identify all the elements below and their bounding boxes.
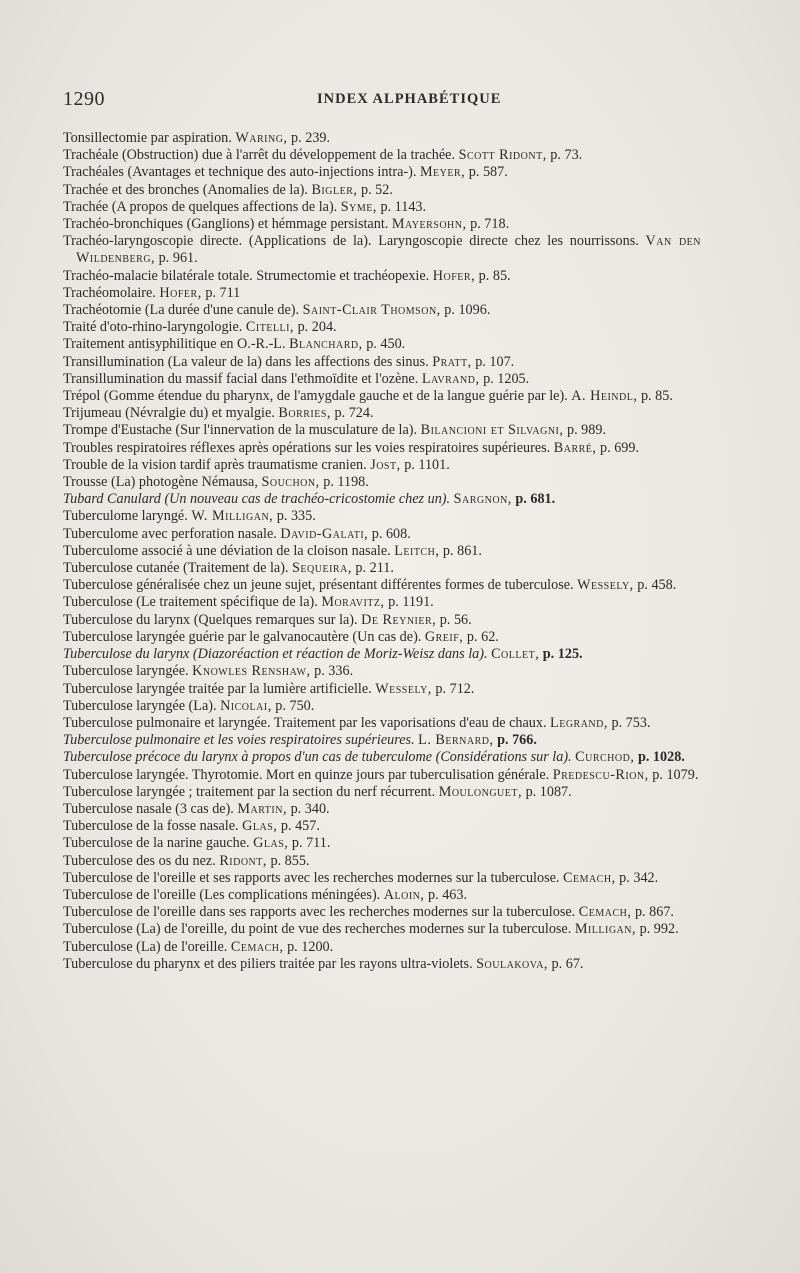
entry-subject: Tonsillectomie par aspiration.: [63, 130, 232, 146]
index-entry: [63, 921, 701, 938]
index-entry: [63, 818, 701, 835]
entry-page-ref: p. 52.: [360, 181, 393, 198]
entry-subject: Tuberculose nasale (3 cas de).: [63, 800, 234, 817]
entry-author: Moulonguet,: [438, 783, 523, 800]
entry-page-ref: p. 125.: [542, 646, 583, 663]
entry-page-ref: p. 1087.: [525, 783, 572, 800]
entry-page-ref: p. 753.: [611, 714, 651, 731]
entry-page-ref: p. 56.: [439, 611, 472, 628]
entry-subject: Tuberculose de l'oreille (Les complications méningées).: [63, 886, 381, 903]
entry-author: L. Bernard,: [418, 732, 494, 749]
index-entry: [63, 681, 701, 698]
index-entry: [63, 543, 701, 560]
index-entry: [63, 663, 701, 680]
entry-page-ref: p. 107.: [475, 353, 515, 370]
entry-subject: Trachéomolaire.: [63, 284, 156, 301]
entry-author: Bigler,: [311, 181, 358, 198]
index-entry: [63, 388, 701, 405]
entry-author: A. Heindl,: [571, 388, 638, 405]
entry-page-ref: p. 1079.: [652, 766, 699, 783]
entry-page-ref: p. 62.: [466, 628, 499, 645]
entry-subject: Tuberculose de la fosse nasale.: [63, 818, 239, 835]
entry-subject: Trachéales (Avantages et technique des auto-injections intra-).: [63, 164, 417, 181]
index-entry: [63, 491, 701, 508]
index-entry: [63, 629, 701, 646]
entry-subject: Tuberculose de l'oreille dans ses rapports avec les recherches modernes sur la tuberculose.: [63, 904, 576, 921]
entry-page-ref: p. 750.: [275, 697, 315, 714]
entry-subject: Tuberculose du pharynx et des piliers traitée par les rayons ultra-violets.: [63, 955, 473, 972]
entry-author: Scott Ridont,: [458, 147, 547, 164]
entry-author: Martin,: [237, 800, 288, 817]
index-entry: [63, 508, 701, 525]
entry-subject: Tuberculose pulmonaire et laryngée. Traitement par les vaporisations d'eau de chaux.: [63, 714, 547, 731]
entry-author: Leitch,: [394, 542, 440, 559]
index-entry: [63, 698, 701, 715]
entry-subject: Tuberculose du larynx (Diazoréaction et réaction de Moriz-Weisz dans la).: [63, 646, 488, 663]
entry-subject: Tuberculose laryngée ; traitement par la section du nerf récurrent.: [63, 783, 436, 800]
index-entry: [63, 164, 701, 181]
entry-subject: Trachéotomie (La durée d'une canule de).: [63, 302, 300, 319]
index-entry: [63, 956, 701, 973]
entry-page-ref: p. 766.: [497, 732, 537, 749]
entry-subject: Tubard Canulard (Un nouveau cas de trachéo-cricostomie chez un).: [63, 491, 451, 508]
page-number: 1290: [63, 88, 105, 110]
entry-author: Moravitz,: [321, 594, 385, 611]
entry-subject: Transillumination du massif facial dans l'ethmoïdite et l'ozène.: [63, 370, 419, 387]
entry-subject: Trachéo-laryngoscopie directe. (Applications de la). Laryngoscopie directe chez les nourrissons.: [63, 233, 639, 250]
entry-author: Predescu-Rion,: [552, 766, 649, 783]
entry-author: Hofer,: [432, 267, 476, 284]
entry-subject: Tuberculose laryngée traitée par la lumière artificielle.: [63, 680, 372, 697]
index-entry: [63, 887, 701, 904]
entry-subject: Tuberculose laryngée guérie par le galvanocautère (Un cas de).: [63, 628, 422, 645]
entry-author: Greif,: [424, 628, 464, 645]
entry-author: Mayersohn,: [391, 216, 467, 233]
entry-author: De Reynier,: [361, 611, 437, 628]
entry-page-ref: p. 699.: [600, 439, 640, 456]
entry-page-ref: p. 463.: [428, 886, 468, 903]
entry-author: Citelli,: [245, 319, 295, 336]
entry-subject: Trachéale (Obstruction) due à l'arrêt du développement de la trachée.: [63, 147, 456, 164]
entry-page-ref: p. 867.: [634, 904, 674, 921]
entry-author: Blanchard,: [289, 336, 363, 353]
index-entry: [63, 939, 701, 956]
entry-page-ref: p. 85.: [478, 267, 511, 284]
index-entry: [63, 577, 701, 594]
entry-author: Barré,: [553, 439, 597, 456]
entry-page-ref: p. 211.: [355, 560, 394, 577]
entry-subject: Traitement antisyphilitique en O.-R.-L.: [63, 336, 286, 353]
index-entry: [63, 801, 701, 818]
entry-subject: Trépol (Gomme étendue du pharynx, de l'amygdale gauche et de la langue guérie par le).: [63, 388, 568, 405]
entry-author: Van den Wildenberg,: [76, 233, 701, 267]
index-entry: [63, 767, 701, 784]
running-title: INDEX ALPHABÉTIQUE: [317, 91, 502, 107]
index-entry: [63, 285, 701, 302]
entry-page-ref: p. 336.: [314, 663, 354, 680]
index-entry: [63, 870, 701, 887]
entry-page-ref: p. 587.: [468, 164, 508, 181]
entry-subject: Trompe d'Eustache (Sur l'innervation de la musculature de la).: [63, 422, 418, 439]
entry-subject: Trachéo-bronchiques (Ganglions) et hémmage persistant.: [63, 216, 389, 233]
index-entry: [63, 457, 701, 474]
entry-page-ref: p. 204.: [297, 319, 337, 336]
index-entry: [63, 612, 701, 629]
index-entry: [63, 526, 701, 543]
entry-page-ref: p. 861.: [442, 542, 482, 559]
entry-author: Syme,: [340, 198, 377, 215]
entry-page-ref: p. 718.: [470, 216, 510, 233]
index-entry: [63, 199, 701, 216]
entry-author: Legrand,: [550, 714, 608, 731]
entry-page-ref: p. 681.: [515, 491, 556, 508]
entry-author: Ridont,: [219, 852, 267, 869]
entry-page-ref: p. 1191.: [388, 594, 434, 611]
entry-subject: Trachée (A propos de quelques affections de la).: [63, 198, 338, 215]
index-entry: [63, 560, 701, 577]
entry-page-ref: p. 450.: [366, 336, 406, 353]
index-entry: [63, 319, 701, 336]
entry-page-ref: p. 1198.: [323, 474, 369, 491]
index-entry: [63, 904, 701, 921]
index-entry: [63, 732, 701, 749]
entry-page-ref: p. 1143.: [380, 198, 427, 215]
entry-author: Nicolai,: [220, 697, 272, 714]
entry-page-ref: p. 608.: [371, 525, 411, 542]
index-entry: [63, 233, 701, 267]
entry-page-ref: p. 989.: [566, 422, 606, 439]
entry-author: David-Galati,: [280, 525, 369, 542]
entry-author: Cemach,: [563, 869, 616, 886]
entry-page-ref: p. 85.: [640, 388, 673, 405]
entry-page-ref: p. 724.: [334, 405, 374, 422]
entry-subject: Tuberculose de l'oreille et ses rapports avec les recherches modernes sur la tuberculose.: [63, 869, 560, 886]
entry-page-ref: p. 855.: [270, 852, 310, 869]
entry-subject: Trachéo-malacie bilatérale totale. Strumectomie et trachéopexie.: [63, 267, 430, 284]
entry-author: Waring,: [235, 130, 288, 146]
index-entry: [63, 440, 701, 457]
entry-page-ref: p. 457.: [280, 818, 320, 835]
entry-subject: Troubles respiratoires réflexes après opérations sur les voies respiratoires supérieures.: [63, 439, 551, 456]
index-entry: [63, 268, 701, 285]
entry-subject: Tuberculose laryngée. Thyrotomie. Mort en quinze jours par tuberculisation générale.: [63, 766, 550, 783]
entry-author: Wessely,: [375, 680, 432, 697]
entry-subject: Tuberculose du larynx (Quelques remarques sur la).: [63, 611, 358, 628]
entry-author: Sargnon,: [453, 491, 512, 508]
entry-subject: Transillumination (La valeur de la) dans les affections des sinus.: [63, 353, 429, 370]
entry-author: Aloin,: [383, 886, 425, 903]
entry-subject: Tuberculose (La) de l'oreille, du point de vue des recherches modernes sur la tuberculose.: [63, 921, 572, 938]
entry-page-ref: p. 1205.: [483, 370, 530, 387]
entry-subject: Tuberculose laryngée (La).: [63, 697, 217, 714]
entry-page-ref: p. 1200.: [287, 938, 334, 955]
index-entry: [63, 147, 701, 164]
entry-page-ref: p. 711.: [291, 835, 331, 852]
entry-subject: Trouble de la vision tardif après traumatisme cranien.: [63, 456, 367, 473]
entry-subject: Trijumeau (Névralgie du) et myalgie.: [63, 405, 275, 422]
entry-author: Borries,: [278, 405, 331, 422]
entry-author: Curchod,: [575, 749, 635, 766]
entry-subject: Trachée et des bronches (Anomalies de la).: [63, 181, 308, 198]
entry-page-ref: p. 1096.: [444, 302, 491, 319]
entry-author: Souchon,: [261, 474, 320, 491]
entry-page-ref: p. 73.: [550, 147, 583, 164]
index-entry: [63, 130, 701, 147]
entry-subject: Tuberculose (La) de l'oreille.: [63, 938, 228, 955]
entry-author: Saint-Clair Thomson,: [302, 302, 441, 319]
entry-author: Jost,: [370, 456, 401, 473]
index-entry: [63, 715, 701, 732]
entry-author: Cemach,: [230, 938, 284, 955]
entry-page-ref: p. 961.: [158, 250, 198, 267]
entry-subject: Tuberculose de la narine gauche.: [63, 835, 250, 852]
entry-subject: Tuberculose pulmonaire et les voies respiratoires supérieures.: [63, 732, 415, 749]
entry-page-ref: p. 335.: [276, 508, 316, 525]
index-entry: [63, 336, 701, 353]
entry-page-ref: p. 712.: [435, 680, 475, 697]
index-entry: [63, 835, 701, 852]
entry-page-ref: p. 340.: [290, 800, 330, 817]
entry-subject: Tuberculome associé à une déviation de la cloison nasale.: [63, 542, 391, 559]
entry-subject: Tuberculose généralisée chez un jeune sujet, présentant différentes formes de tuberculose.: [63, 577, 574, 594]
index-entry: [63, 182, 701, 199]
page-header: [63, 88, 703, 118]
index-entry: [63, 749, 701, 766]
entry-subject: Tuberculose laryngée.: [63, 663, 189, 680]
entry-page-ref: p. 458.: [637, 577, 677, 594]
entry-page-ref: p. 239.: [291, 130, 331, 146]
entry-subject: Tuberculose cutanée (Traitement de la).: [63, 560, 289, 577]
index-entry: [63, 422, 701, 439]
index-entry: [63, 594, 701, 611]
entry-author: Bilancioni et Silvagni,: [420, 422, 564, 439]
entry-subject: Tuberculome laryngé.: [63, 508, 188, 525]
entry-author: Glas,: [253, 835, 289, 852]
entry-author: Pratt,: [432, 353, 472, 370]
entry-author: Meyer,: [419, 164, 466, 181]
index-entries: [63, 130, 701, 973]
entry-page-ref: p. 1101.: [404, 456, 450, 473]
entry-author: Milligan,: [574, 921, 637, 938]
entry-author: Wessely,: [577, 577, 634, 594]
entry-page-ref: p. 67.: [551, 955, 584, 972]
index-entry: [63, 646, 701, 663]
entry-author: Sequeira,: [292, 560, 352, 577]
entry-author: Lavrand,: [421, 370, 480, 387]
entry-page-ref: p. 1028.: [637, 749, 685, 766]
entry-author: Collet,: [491, 646, 540, 663]
entry-author: Glas,: [242, 818, 278, 835]
entry-page-ref: p. 342.: [619, 869, 659, 886]
entry-page-ref: p. 711: [205, 284, 241, 301]
entry-author: Hofer,: [159, 284, 202, 301]
entry-subject: Tuberculome avec perforation nasale.: [63, 525, 277, 542]
index-entry: [63, 216, 701, 233]
entry-subject: Traité d'oto-rhino-laryngologie.: [63, 319, 243, 336]
entry-subject: Tuberculose des os du nez.: [63, 852, 216, 869]
entry-page-ref: p. 992.: [639, 921, 679, 938]
index-entry: [63, 474, 701, 491]
entry-author: W. Milligan,: [191, 508, 274, 525]
entry-author: Soulakova,: [476, 955, 548, 972]
entry-author: Cemach,: [578, 904, 632, 921]
index-entry: [63, 853, 701, 870]
index-entry: [63, 784, 701, 801]
index-entry: [63, 354, 701, 371]
index-entry: [63, 302, 701, 319]
entry-author: Knowles Renshaw,: [192, 663, 311, 680]
index-entry: [63, 371, 701, 388]
entry-subject: Tuberculose précoce du larynx à propos d'un cas de tuberculome (Considérations sur la).: [63, 749, 572, 766]
index-entry: [63, 405, 701, 422]
entry-subject: Trousse (La) photogène Némausa,: [63, 474, 258, 491]
entry-subject: Tuberculose (Le traitement spécifique de la).: [63, 594, 318, 611]
